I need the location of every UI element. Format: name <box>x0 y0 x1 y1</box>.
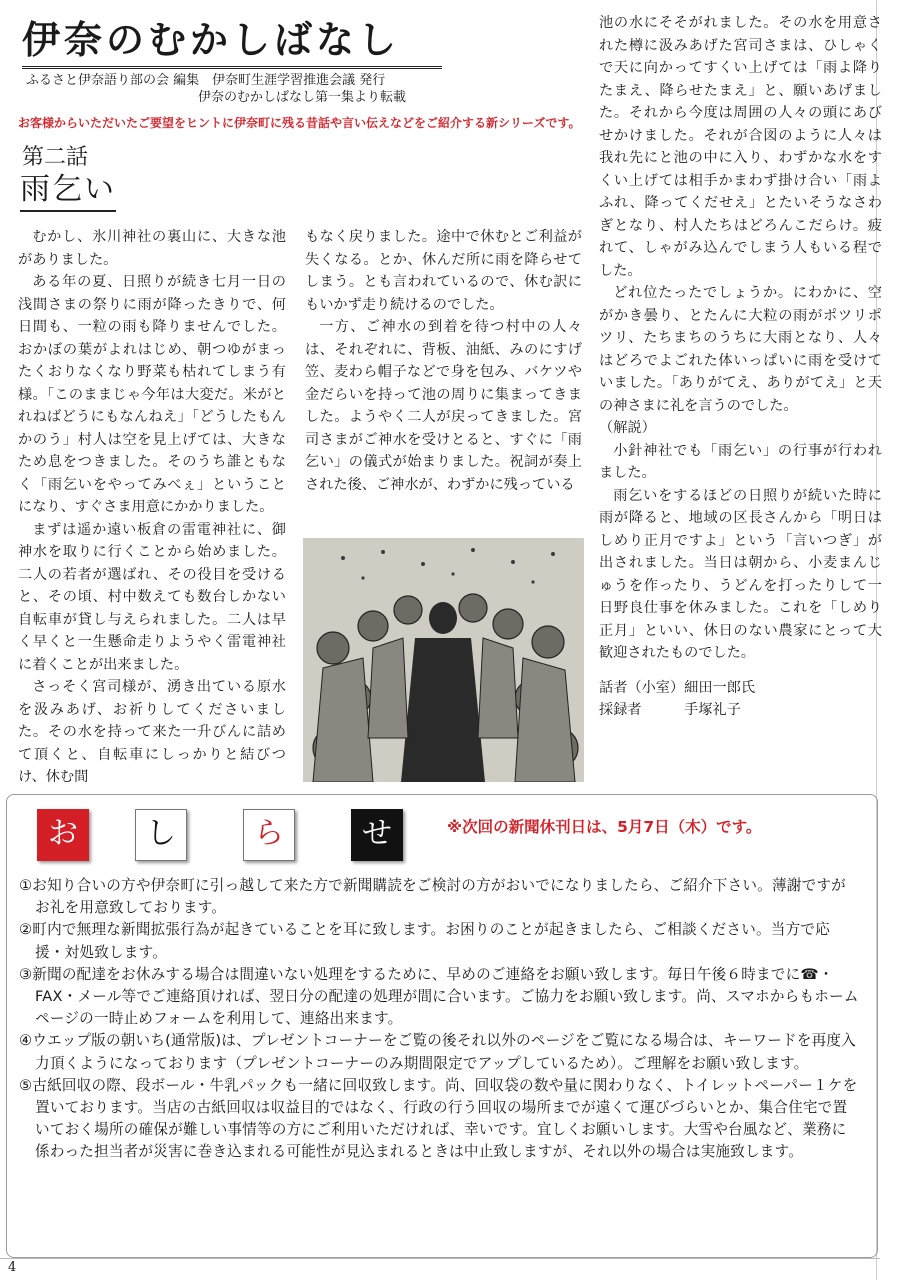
page-number: 4 <box>8 1260 17 1275</box>
recorder: 採録者 手塚礼子 <box>599 702 741 718</box>
notice-box <box>6 794 878 1258</box>
narrator: 話者（小室）細田一郎氏 <box>599 679 756 696</box>
story-column-3 <box>599 12 882 722</box>
paragraph: 池の水にそそがれました。その水を用意された樽に汲みあげた宮司さまは、ひしゃくで天に向かってすくい上げては「雨よ降りたまえ、降らせたまえ」と、願いあげました。それから今度は周囲の人々の頭にあびせかけました。それが合図のように人々は我れ先にと池の中に入り、わずかな水をすくい上げては相手かまわず掛け合い「雨よふれ、降ってくだせえ」とたいそうなさわぎとなり、村人たちはどろんこだらけ。疲れて、しゃがみ込んでしまう人もいる程でした。 <box>599 15 882 279</box>
notice-tile: せ <box>351 809 403 861</box>
story-credits <box>599 677 882 722</box>
paragraph: ある年の夏、日照りが続き七月一日の浅間さまの祭りに雨が降ったきりで、何日間も、一粒の雨も降りませんでした。おかぼの葉がよれはじめ、朝つゆがまったくおりなくなり野菜も枯れてしまう有様。「このままじゃ今年は大変だ。米がとれねばどうにもなんねえ」「どうしたもんかのう」村人は空を見上げては、大きなため息をつきました。そのうち誰ともなく「雨乞いをやってみべぇ」ということになり、すぐさま用意にかかりました。 <box>18 274 286 515</box>
story-title: 雨乞い <box>20 170 116 212</box>
notice-item: ②町内で無理な新聞拡張行為が起きていることを耳に致します。お困りのことが起きましたら、ご相談ください。当方で応援・対処致します。 <box>19 921 830 961</box>
paragraph: むかし、氷川神社の裏山に、大きな池がありました。 <box>18 229 286 268</box>
episode-label: 第二話 <box>22 145 89 170</box>
paragraph: 小針神社でも「雨乞い」の行事が行われました。 <box>599 442 882 481</box>
series-intro: お客様からいただいたご要望をヒントに伊奈町に残る昔話や言い伝えなどをご紹介する新シリーズです。 <box>18 116 581 130</box>
story-column-1 <box>18 226 286 789</box>
credit-line-2: 伊奈のむかしばなし第一集より転載 <box>198 90 407 105</box>
notice-item: ⑤古紙回収の際、段ボール・牛乳パックも一緒に回収致します。尚、回収袋の数や量に関わりなく、トイレットペーパー１ケを置いております。当店の古紙回収は収益目的ではなく、行政の行う回収の場所までが遠くて運びづらいとか、集合住宅で置いておく場所の確保が難しい事情等の方にご利用いただければ、幸いです。宜しくお願いします。大雪や台風など、業務に係わった担当者が災害に巻き込まれる可能性が見込まれるときは中止致しますが、それ以外の場合は実施致します。 <box>19 1076 858 1161</box>
notice-tile: ら <box>243 809 295 861</box>
paragraph: どれ位たったでしょうか。にわかに、空がかき曇り、とたんに大粒の雨がポツリポツリ、たちまちのうちに大雨となり、人々はどろでよごれた体いっぱいに雨を受けていました。「ありがてえ、ありがてえ」と天の神さまに礼を言うのでした。 <box>599 285 882 414</box>
credits <box>26 72 466 106</box>
paragraph: もなく戻りました。途中で休むとご利益が失くなる。とか、休んだ所に雨を降らせてしまう。とも言われているので、休む訳にもいかず走り続けるのでした。 <box>305 229 582 313</box>
paragraph: さっそく宮司様が、湧き出ている原水を汲みあげ、お祈りしてくださいました。その水を持って来た一升びんに詰めて頂くと、自転車にしっかりと結びつけ、休む間 <box>18 679 286 785</box>
paragraph: まずは遥か遠い板倉の雷電神社に、御神水を取りに行くことから始めました。二人の若者が選ばれ、その役目を受けると、その頃、村中数えても数台しかない自転車が貸し与えられました。二人は早く早くと一生懸命走りようやく雷電神社に着くことが出来ました。 <box>18 521 286 673</box>
credit-line-1: ふるさと伊奈語り部の会 編集 伊奈町生涯学習推進会議 発行 <box>26 73 386 88</box>
paragraph: 雨乞いをするほどの日照りが続いた時に雨が降ると、地域の区長さんから「明日はしめり正月ですよ」という「言いつぎ」が出されました。当日は朝から、小麦まんじゅうを作ったり、うどんを打ったりして一日野良仕事を休みました。これを「しめり正月」といい、休日のない農家にとって大歓迎されたものでした。 <box>599 487 882 661</box>
holiday-notice: ※次回の新聞休刊日は、5月7日（木）です。 <box>447 818 762 836</box>
notice-list <box>19 875 859 1164</box>
commentary-label: （解説） <box>599 420 656 436</box>
notice-tile: お <box>37 809 89 861</box>
story-column-2 <box>305 226 582 496</box>
notice-tile: し <box>135 809 187 861</box>
paragraph: 一方、ご神水の到着を待つ村中の人々は、それぞれに、背板、油紙、みのにすげ笠、麦わら帽子などで身を包み、バケツや金だらいを持って池の周りに集まってきました。ようやく二人が戻ってきました。宮司さまがご神水を受けとると、すぐに「雨乞い」の儀式が始まりました。祝詞が奏上された後、ご神水が、わずかに残っている <box>305 319 582 493</box>
notice-item: ①お知り合いの方や伊奈町に引っ越して来た方で新聞購読をご検討の方がおいでになりましたら、ご紹介下さい。薄謝ですがお礼を用意致しております。 <box>19 877 846 917</box>
series-title: 伊奈のむかしばなし <box>22 14 442 69</box>
illustration-sketch <box>303 538 584 782</box>
rain-ritual-illustration <box>303 538 584 782</box>
footer-rule <box>0 1258 880 1259</box>
notice-item: ③新聞の配達をお休みする場合は間違いない処理をするために、早めのご連絡をお願い致します。毎日午後６時までに☎・FAX・メール等でご連絡頂ければ、翌日分の配達の処理が間に合います。ご協力をお願い致します。尚、スマホからもホームページの一時止めフォームを利用して、連絡出来ます。 <box>19 965 859 1028</box>
notice-item: ④ウエップ版の朝いち(通常版)は、プレゼントコーナーをご覧の後それ以外のページをご覧になる場合は、キーワードを再度入力頂くようになっております（プレゼントコーナーのみ期間限定でアップしているため）。ご理解をお願い致します。 <box>19 1032 856 1072</box>
